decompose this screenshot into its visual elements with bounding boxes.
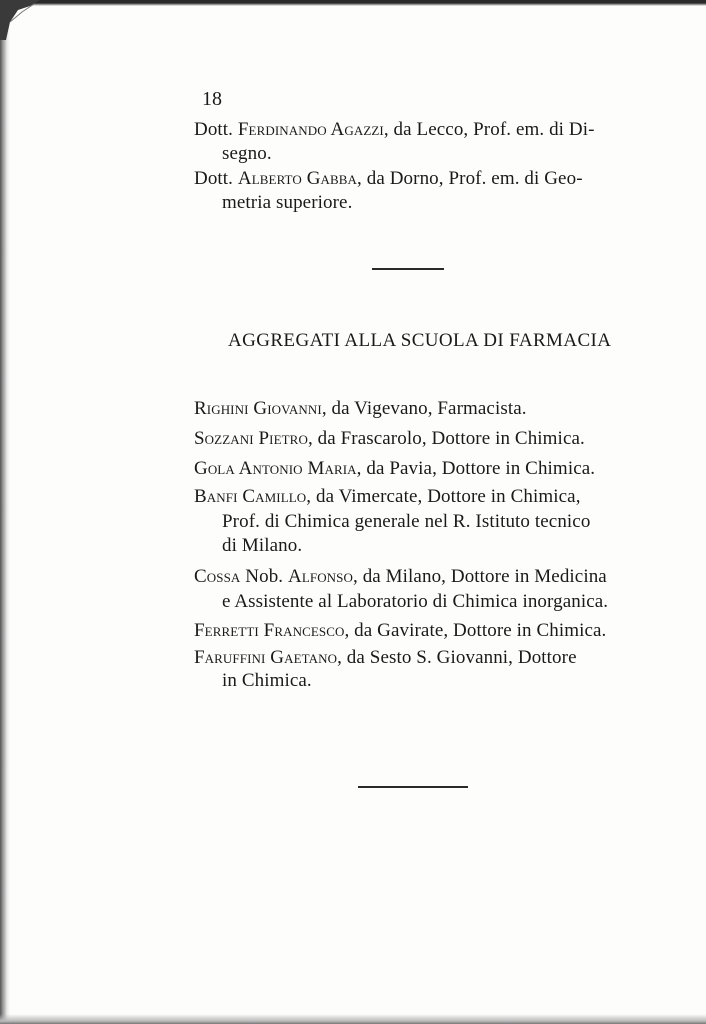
ornamental-rule	[372, 268, 444, 270]
list-item: Cossa Nob. Alfonso, da Milano, Dottore in Medicina	[194, 566, 607, 587]
scan-edge-bottom	[0, 1014, 706, 1024]
list-item: Sozzani Pietro, da Frascarolo, Dottore in Chimica.	[194, 428, 585, 449]
list-item: Righini Giovanni, da Vigevano, Farmacista.	[194, 398, 527, 419]
faculty-entry: Dott. Alberto Gabba, da Dorno, Prof. em. di Geo-	[194, 168, 583, 189]
faculty-entry-continuation: metria superiore.	[222, 192, 353, 213]
closing-rule	[358, 786, 468, 788]
list-item: Gola Antonio Maria, da Pavia, Dottore in Chimica.	[194, 458, 596, 479]
scan-edge-left	[0, 0, 10, 1024]
faculty-entry: Dott. Ferdinando Agazzi, da Lecco, Prof. em. di Di-	[194, 119, 595, 140]
list-item: Ferretti Francesco, da Gavirate, Dottore in Chimica.	[194, 620, 607, 641]
scan-edge-top	[0, 0, 706, 6]
page-number: 18	[202, 88, 222, 110]
list-item: Faruffini Gaetano, da Sesto S. Giovanni, Dottore	[194, 647, 577, 668]
list-item-continuation: e Assistente al Laboratorio di Chimica inorganica.	[222, 591, 609, 612]
list-item-continuation: in Chimica.	[222, 670, 312, 691]
list-item: Banfi Camillo, da Vimercate, Dottore in Chimica,	[194, 486, 581, 507]
list-item-continuation: di Milano.	[222, 535, 303, 556]
section-title: AGGREGATI ALLA SCUOLA DI FARMACIA	[228, 330, 612, 351]
faculty-entry-continuation: segno.	[222, 143, 272, 164]
torn-corner-icon	[0, 0, 44, 40]
list-item-continuation: Prof. di Chimica generale nel R. Istituto tecnico	[222, 511, 591, 532]
